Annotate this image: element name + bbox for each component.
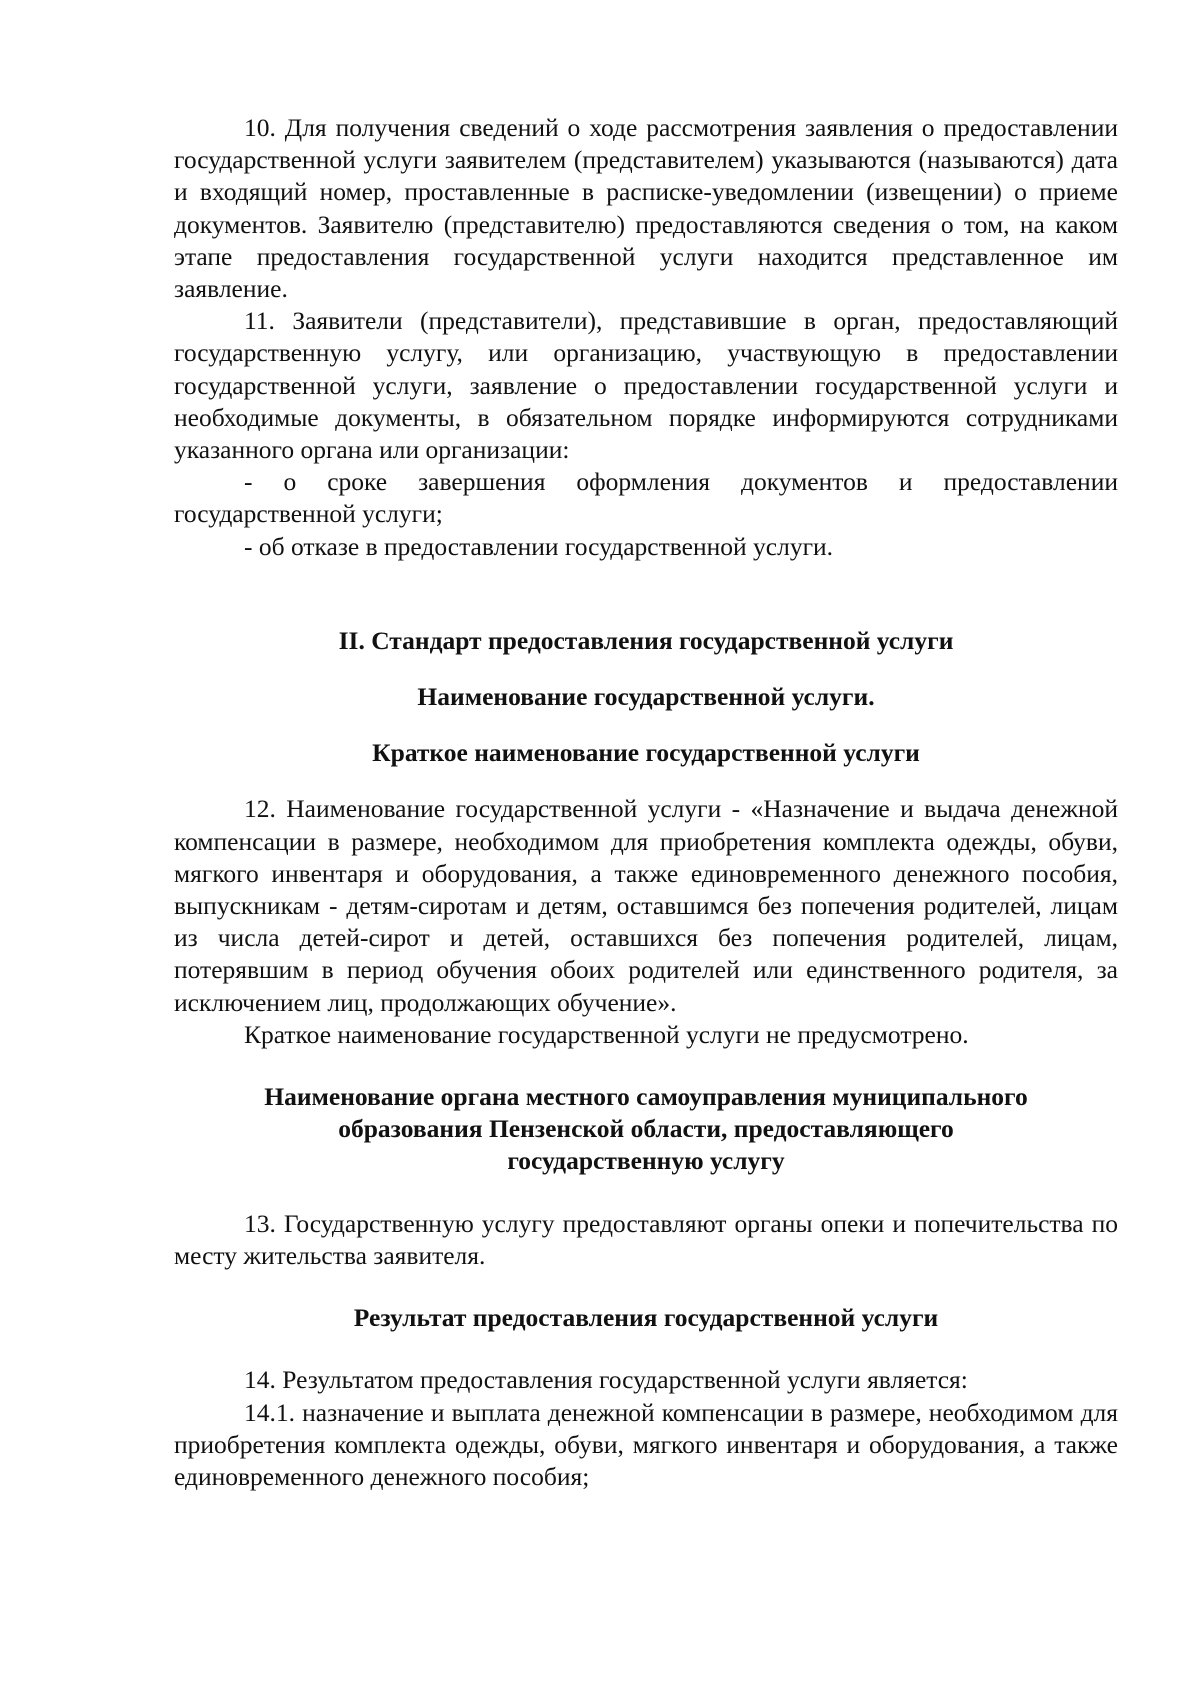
paragraph-11: 11. Заявители (представители), представившие в орган, предоставляющий государственную услугу, или организацию, участвующую в предоставлении государственной услуги, заявление о предоставлении государственной услуги и необходимые документы, в обязательном порядке информируются сотрудниками указанного органа или организации: bbox=[174, 306, 1118, 465]
paragraph-12-short: Краткое наименование государственной услуги не предусмотрено. bbox=[244, 1019, 969, 1049]
heading-organ-line-3: государственную услугу bbox=[507, 1146, 785, 1176]
paragraph-13: 13. Государственную услугу предоставляют органы опеки и попечительства по месту жительства заявителя. bbox=[174, 1208, 1118, 1270]
paragraph-10: 10. Для получения сведений о ходе рассмотрения заявления о предоставлении государственной услуги заявителем (представителем) указываются (называются) дата и входящий номер, проставленные в расписке-уведомлении (извещении) о приеме документов. Заявителю (представителю) предоставляются сведения о том, на каком этапе предоставления государственной услуги находится представленное им заявление. bbox=[174, 113, 1118, 304]
heading-organ bbox=[174, 1081, 1118, 1178]
paragraph-12: 12. Наименование государственной услуги - «Назначение и выдача денежной компенсации в размере, необходимом для приобретения комплекта одежды, обуви, мягкого инвентаря и оборудования, а также единовременного денежного пособия, выпускникам - детям-сиротам и детям, оставшимся без попечения родителей, лицам из числа детей-сирот и детей, оставшихся без попечения родителей, лицам, потерявшим в период обучения обоих родителей или единственного родителя, за исключением лиц, продолжающих обучение». bbox=[174, 794, 1118, 1017]
heading-organ-line-1: Наименование органа местного самоуправления муниципального bbox=[264, 1082, 1028, 1112]
paragraph-11-item-2: - об отказе в предоставлении государственной услуги. bbox=[244, 531, 834, 561]
paragraph-11-item-1: - о сроке завершения оформления документов и предоставлении государственной услуги; bbox=[174, 467, 1118, 529]
paragraph-14-1: 14.1. назначение и выплата денежной компенсации в размере, необходимом для приобретения комплекта одежды, обуви, мягкого инвентаря и оборудования, а также единовременного денежного пособия; bbox=[174, 1397, 1118, 1491]
paragraph-14: 14. Результатом предоставления государственной услуги является: bbox=[244, 1365, 968, 1395]
heading-short-name: Краткое наименование государственной услуги bbox=[372, 738, 920, 768]
section-2-title: II. Стандарт предоставления государственной услуги bbox=[338, 625, 954, 655]
heading-service-name: Наименование государственной услуги. bbox=[417, 682, 875, 712]
heading-result: Результат предоставления государственной услуги bbox=[353, 1303, 939, 1333]
heading-organ-line-2: образования Пензенской области, предоставляющего bbox=[338, 1114, 954, 1144]
